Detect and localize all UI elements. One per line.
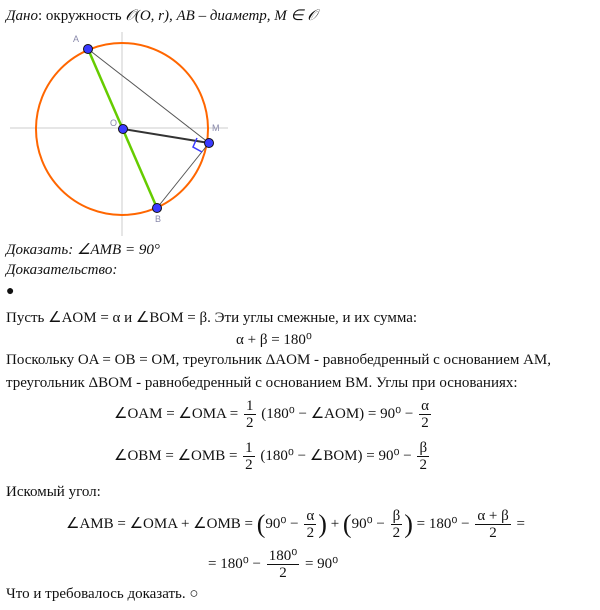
given-math: 𝒪(O, r), AB – диаметр, M ∈ 𝒪 (125, 8, 317, 24)
equation-sum: α + β = 180⁰ (236, 332, 312, 348)
proof-label: Доказательство: (6, 262, 118, 278)
given-text: : окружность (38, 8, 126, 24)
point-a (84, 45, 93, 54)
equation-oam: ∠OAM = ∠OMA = $\frac{1}{2}$ (180⁰ − ∠AOM) = 90⁰ − $\frac{\alpha}{2}$ (114, 398, 429, 431)
point-b (153, 204, 162, 213)
given-line (6, 6, 317, 25)
label-m: M (212, 123, 220, 133)
paragraph-1: Пусть ∠AOM = α и ∠BOM = β. Эти углы смежные, и их сумма: (6, 310, 418, 326)
label-a: A (73, 34, 80, 44)
equation-amb: ∠AMB = ∠OMA + ∠OMB = (90⁰ − $\frac{\alpha}{2}$ ) + (90⁰ − $\frac{\beta}{2}$ ) = 180⁰ − $\frac{\alpha + \beta}{2}$ = (66, 508, 525, 541)
segment-am (88, 49, 209, 143)
prove-label: Доказать (6, 242, 69, 258)
paragraph-3: Искомый угол: (6, 484, 101, 500)
equation-final: = 180⁰ − $\frac{\text{180⁰}}{2}$ = 90⁰ (208, 548, 339, 581)
geometry-figure (0, 28, 240, 240)
point-o (119, 125, 128, 134)
prove-text: : ∠AMB = 90° (68, 242, 160, 258)
paragraph-2a: Поскольку OA = OB = OM, треугольник ΔAOM - равнобедренный с основанием AM, (6, 352, 552, 368)
equation-obm: ∠OBM = ∠OMB = $\frac{1}{2}$ (180⁰ − ∠BOM) = 90⁰ − $\frac{\beta}{2}$ (114, 440, 428, 473)
label-o: O (110, 118, 118, 128)
label-b: B (155, 214, 162, 224)
point-m (205, 139, 214, 148)
bullet: ● (6, 284, 15, 299)
conclusion: Что и требовалось доказать. ○ (6, 586, 199, 602)
segment-bm (157, 143, 209, 208)
prove-line (6, 240, 160, 259)
paragraph-2b: треугольник ΔBOM - равнобедренный с основанием BM. Углы при основаниях: (6, 375, 518, 391)
given-label: Дано (6, 8, 38, 24)
